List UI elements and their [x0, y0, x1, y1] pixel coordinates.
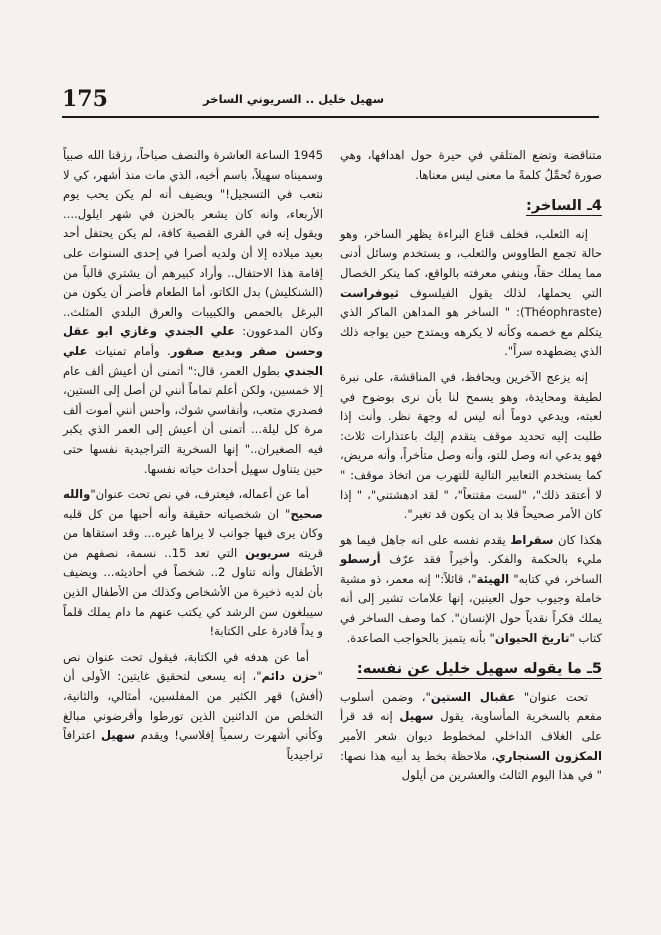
- name-theophrastus: ثيوفراست: [340, 285, 399, 300]
- paragraph: إنه الثعلب، فخلف قناع البراءة يظهر الساخر، وهو حالة تجمع الطاووس والثعلب، و يستخدم وسائل أدنى مما يملك حقاً، وينفي معرفته بالواقع، كما ينكر الخصال التي يحملها، لذلك يقول الفيلسوف ثيوفراست (Théophraste): " الساخر هو المداهن الماكر الذي يتكلم مع خصمه وكأنه لا يكرهه ويمتدح حين يواجه ذلك الذي يضطهده سراً".: [340, 226, 602, 359]
- name-socrates: سقراط: [510, 532, 554, 547]
- paragraph: 1945 الساعة العاشرة والنصف صباحاً، رزقنا الله صبياً وسميناه سهيلاً، باسم أخيه، الذي مات منذ أشهر، كي لا نتعب في التسجيل!" ويضيف أنه لم يكن يحب يوم الأربعاء، وانه كان يشعر بالحزن في شهر ايلول.... ويقول إنه في القرى القصية كافة، لم يكن يحتفل أحد بعيد ميلاده إلا أن ولديه أصرا في إحدى السنوات على إقامة هذا الاحتفال.. وأراد كبيرهم أن يشتري قالباً من (الشنكليش) بدل الكاتو، أما الطعام فأصر أن يكون من البرغل بالحمص والكبيبات والعرق البلدي المثلث.. وكان المدعوون: علي الجندي وغازي ابو عقل وحسن صقر وبديع صقور. وأمام تمنيات علي الجندي بطول العمر، قال:" أتمنى أن أعيش ألف عام إلا خمسين، ولكن أعلم تماماً أنني لن أصل إلى الستين، فصدري متعب، وأنفاسي شوك، وأحس أنني أموت ألف مرة كل ليلة... أتمنى أن أعيش إلى العمر الذي يكبر فيه الصغيران.." إنها السخرية التراجيدية نفسها حتى حين يتناول سهيل أحداث حياته نفسها.: [63, 148, 323, 476]
- title-wallah-sahih: والله صحيح: [63, 487, 323, 521]
- paragraph: أما عن أعماله، فيعترف، في نص تحت عنوان"والله صحيح" ان شخصياته حقيقة وأنه أحبها من كل قلبه وكان يرى فيها جوانب لا يراها غيره... وقد استقاها من قريته سريوين التي تعد 15.. نسمة، نصفهم من الأطفال وأنه تناول 2.. شخصاً في أحاديثه... ويضيف بأن لديه ذخيرة من الأشخاص وكذلك من الأطفال الذين سيبلغون سن الرشد كي يكتب عنهم ما دام يملك قلماً و يداً قادرة على الكتابة!: [63, 487, 323, 639]
- header-rule: [62, 116, 599, 118]
- title-aqbal-alsitteen: عقبال الستين: [430, 689, 516, 704]
- book-title-physiognomy: الهيئة: [476, 571, 510, 586]
- paragraph: هكذا كان سقراط يقدم نفسه على انه جاهل فيما هو مليء بالحكمة والفكر. وأخيراً فقد عرّف أرسطو الساخر، في كتابه" الهيئة"، قائلاً:" إنه معمر، ذو مشية خاملة وجيوب حول العينين، إنها علامات تشير إلى أنه يملك فكراً نقدياً حول الإنسان". كما وصف الساخر في كتاب "تاريخ الحيوان" بأنه يتميز بالحواجب الصاعدة.: [340, 532, 602, 645]
- book-title-history-of-animals: تاريخ الحيوان: [494, 630, 570, 645]
- paragraph: متناقضة وتضع المتلقي في حيرة حول اهدافها، وهي صورة تُحمِّلُ كلمةً ما معنى ليس معناها.: [340, 148, 602, 182]
- section-heading-4: 4ـ الساخر:: [526, 198, 602, 215]
- paragraph: أما عن هدفه في الكتابة، فيقول تحت عنوان نص "حزن دائم"، إنه يسعى لتحقيق غايتين: الأولى أن (أفش) قهر الكثير من المفلسين، أمثالي، والثانية، التخلص من الدائنين الذين تورطوا وأقرضوني مبالغ وكأني أشهرت رسمياً إفلاسي! ويقدم سهيل اعترافاً تراجيدياً: [63, 649, 324, 762]
- paragraph: تحت عنوان" عقبال الستين"، وضمن أسلوب مفعم بالسخرية المأساوية، يقول سهيل إنه قد قرأ على الغلاف الداخلي لمخطوط ديوان شعر الأمير المكزون السنجاري، ملاحظة بخط يد أبيه هذا نصها: " في هذا اليوم الثالث والعشرين من أيلول: [340, 689, 603, 783]
- name-ali-jundi: علي الجندي: [63, 343, 323, 378]
- left-column: [63, 146, 323, 771]
- title-huzn-daem: حزن دائم: [261, 669, 318, 684]
- name-makzoun: المكزون السنجاري: [495, 748, 602, 763]
- name-suhail: سهيل: [399, 709, 434, 724]
- page-number: 175: [62, 86, 108, 112]
- page-header: [62, 86, 599, 114]
- section-heading-5: 5ـ ما يقوله سهيل خليل عن نفسه:: [356, 661, 602, 678]
- running-title: سهيل خليل .. السريوني الساخر: [203, 92, 384, 106]
- names-guests: علي الجندي وغازي ابو عقل وحسن صقر وبديع صقور: [63, 324, 323, 358]
- name-sraiween: سريوين: [245, 545, 291, 560]
- right-column: [340, 146, 602, 792]
- name-aristotle: أرسطو: [340, 552, 381, 567]
- name-suhail: سهيل: [100, 728, 136, 743]
- paragraph: إنه يزعج الآخرين ويحافظ، في المناقشة، على نبرة لطيفة ومحايدة، وهو يسمح لنا بأن نرى بوضوح في لعبته، ويدعي دوماً أنه ليس له وجهة نظر. وأنت إذا طلبت إليه تحديد موقف يتقدم إليك باعتذارات ثلاث: فهو يدعي انه وصل للتو، وأنه وصل متأخراً، وأنه مريض، كما يستخدم التعابير التالية للتهرب من اتخاذ موقف: " لا أعتقد ذلك"، "لست مقتنعاً"، " لقد ادهشتني"، " إذا كان الأمر صحيحاً فلا بد ان يكون قد تغير".: [340, 369, 602, 522]
